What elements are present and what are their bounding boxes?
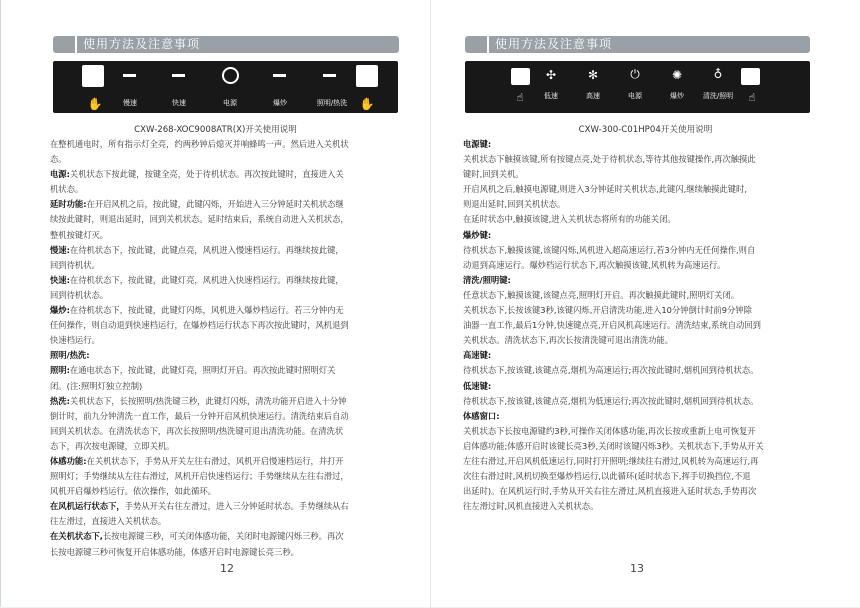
line-text: 任何操作，则自动退到快速档运行，在爆炒档运行状态下再次按此键时，风机退到: [50, 320, 349, 331]
text-line: [50, 529, 410, 544]
line-heading: 体感功能:: [50, 455, 87, 466]
line-text: 在关机状态下，手势从开关左往右滑过，风机开启慢速档运行，并打开: [86, 455, 344, 466]
text-line: [50, 484, 410, 499]
text-line: [463, 273, 828, 288]
line-text: 态下，再次按电源键，立即关机。: [50, 440, 175, 451]
line-heading: 热洗:: [50, 395, 70, 406]
hand-swipe-icon: ☝: [748, 91, 756, 104]
line-text: 左往右滑过,开启风机低速运行,同时打开照明;继续往右滑过,风机转为高速运行,再: [463, 455, 759, 466]
text-line: [50, 197, 410, 212]
right-touch-button: [356, 65, 378, 87]
text-line: [463, 197, 828, 212]
line-heading: 在风机运行状态下，: [50, 501, 125, 512]
line-heading: 爆炒键:: [463, 229, 492, 240]
line-heading: 延时功能:: [50, 199, 87, 210]
model-title: CXW-268-XOC9008ATR(X)开关使用说明: [134, 125, 297, 135]
text-line: [463, 363, 828, 378]
section-title-bar: [465, 36, 810, 53]
line-text: 关机状态下，长按照明/热洗键三秒，此键灯闪烁，清洗功能开启进入十分钟: [69, 395, 347, 406]
line-heading: 电源键:: [463, 139, 492, 149]
text-line: [50, 228, 410, 243]
line-text: 则退出延时,回到关机状态。: [463, 199, 566, 210]
text-line: [463, 409, 828, 424]
text-line: [463, 348, 828, 363]
label-boost: 爆炒: [273, 99, 287, 107]
line-text: 任意状态下,触摸该键,该键点亮,照明灯开启。再次触摸此键时,照明灯关闭。: [463, 289, 740, 300]
line-heading: 照明:: [50, 365, 70, 376]
line-text: 关机状态下长按电源键约3秒,可操作关闭体感功能,再次长按或重新上电可恢复开: [463, 425, 756, 436]
line-heading: 爆炒:: [50, 305, 70, 316]
line-text: 长按电源键三秒，可关闭体感功能，关闭时电源键闪烁三秒。再次: [102, 531, 344, 542]
line-text: 待机状态下,按该键,该键点亮,烟机为低速运行;再次按此键时,烟机回到待机状态。: [463, 395, 759, 406]
line-heading: 低速键:: [463, 380, 492, 391]
line-text: 续按此键时，则退出延时，回到关机状态。延时结束后，系统自动进入关机状态，: [50, 214, 349, 225]
text-line: [463, 469, 828, 484]
page-right: [431, 0, 860, 607]
line-text: 关机状态下触摸该键,所有按键点亮,处于待机状态,等待其他按键操作,再次触摸此: [463, 154, 756, 165]
hand-swipe-icon: ☝: [516, 91, 524, 104]
text-line: [50, 499, 410, 514]
line-heading: 清洗/照明键:: [463, 274, 511, 285]
text-line: [50, 258, 410, 273]
label-high-speed: 快速: [172, 99, 186, 107]
page-left: [0, 0, 430, 607]
text-line: [50, 394, 410, 409]
line-text: 态。: [50, 154, 67, 165]
power-icon: ⏻: [630, 67, 640, 81]
line-text: 机状态。: [50, 184, 84, 195]
high-speed-key: [172, 74, 185, 77]
right-touch-button: [741, 68, 760, 85]
text-line: [50, 348, 410, 363]
text-line: [50, 152, 410, 167]
line-text: 在开启风机之后，按此键，此键闪烁，开始进入三分钟延时关机状态继: [86, 199, 344, 210]
text-line: [50, 424, 410, 439]
line-text: 开启风机之后,触摸电源键,则进入3分钟延时关机状态,此键闪,继续触摸此键时,: [463, 184, 747, 195]
text-line: [463, 288, 828, 303]
text-line: [463, 454, 828, 469]
text-line: [463, 137, 828, 152]
instructions-text: [463, 137, 828, 514]
line-text: 在整机通电时，所有指示灯全亮，约两秒钟后熄灭并响蜂鸣一声。然后进入关机状: [50, 139, 349, 149]
text-line: [463, 394, 828, 409]
label-low-speed: 慢速: [123, 99, 137, 107]
line-text: 快速档运行。: [50, 335, 100, 346]
text-line: [50, 137, 410, 152]
text-line: [463, 303, 828, 318]
text-line: [463, 424, 828, 439]
section-title: 使用方法及注意事项: [487, 36, 612, 53]
line-heading: 在关机状态下,: [50, 531, 103, 542]
text-line: [50, 469, 410, 484]
left-touch-button: [511, 68, 530, 85]
text-line: [50, 243, 410, 258]
hand-icon: ✋: [359, 97, 375, 111]
line-text: 整机按键灯灭。: [50, 229, 109, 240]
light-clean-key: [323, 74, 336, 77]
line-text: 闭。(注:照明灯独立控制): [50, 380, 143, 391]
text-line: [463, 333, 828, 348]
text-line: [50, 514, 410, 529]
boost-key: [273, 74, 286, 77]
text-line: [50, 439, 410, 454]
line-text: 风机开启爆炒档运行。依次操作，如此循环。: [50, 486, 216, 497]
line-text: 在待机状态下，按此键，此键灯亮，风机进入快速档运行。再继续按此键，: [69, 274, 344, 285]
page-number: 13: [630, 562, 644, 575]
line-text: 键时,回到关机。: [463, 169, 524, 180]
line-heading: 慢速:: [50, 244, 70, 255]
text-line: [463, 182, 828, 197]
text-line: [463, 212, 828, 227]
line-text: 在通电状态下，按此键，此键灯亮，照明灯开启。再次按此键时照明灯关: [69, 365, 336, 376]
section-title: 使用方法及注意事项: [75, 36, 200, 53]
section-title-bar: [53, 36, 399, 53]
text-line: [463, 258, 828, 273]
text-line: [50, 303, 410, 318]
page-number: 12: [220, 562, 234, 575]
text-line: [50, 182, 410, 197]
label-high-speed: 高速: [586, 92, 600, 100]
control-panel-illustration: [465, 61, 810, 113]
line-text: 待机状态下,按该键,该键点亮,烟机为高速运行;再次按此键时,烟机回到待机状态。: [463, 365, 759, 376]
text-line: [50, 212, 410, 227]
text-line: [463, 484, 828, 499]
hand-icon: ✋: [87, 97, 103, 111]
model-title: CXW-300-C01HP04开关使用说明: [578, 125, 713, 135]
boost-fan-icon: ✺: [671, 68, 683, 82]
label-low-speed: 低速: [544, 92, 558, 100]
text-line: [463, 439, 828, 454]
line-heading: 电源:: [50, 169, 70, 180]
label-light-clean: 照明/热洗: [316, 99, 348, 107]
text-line: [50, 167, 410, 182]
line-text: 在延时状态中,触摸该键,进入关机状态将所有的功能关闭。: [463, 214, 676, 225]
left-touch-button: [82, 65, 104, 87]
fan-high-icon: ✻: [587, 68, 599, 82]
text-line: [463, 379, 828, 394]
text-line: [50, 545, 410, 560]
line-heading: 高速键:: [463, 350, 492, 361]
line-text: 关机状态下,长按该键3秒,该键闪烁,开启清洗功能,进入10分钟倒计时前9分钟除: [463, 305, 752, 316]
line-text: 回到待机状态。: [50, 289, 109, 300]
line-text: 启体感功能;体感开启时该键长亮3秒,关闭时该键闪烁3秒。关机状态下,手势从开关: [463, 440, 764, 451]
text-line: [50, 379, 410, 394]
label-power: 电源: [628, 92, 642, 100]
text-line: [463, 152, 828, 167]
text-line: [463, 167, 828, 182]
text-line: [50, 454, 410, 469]
line-text: 动退到高速运行。爆炒档运行状态下,再次触摸该键,风机转为高速运行。: [463, 259, 726, 270]
instructions-text: [50, 137, 410, 560]
label-power: 电源: [223, 99, 237, 107]
text-line: [463, 243, 828, 258]
line-text: 油器一直工作,最后1分钟,快速键点亮,开启风机高速运行。清洗结束,系统自动回到: [463, 320, 761, 331]
line-text: 回到待机状。: [50, 259, 100, 270]
fan-low-icon: ✣: [545, 68, 557, 82]
line-text: 倒计时，前九分钟清洗一直工作，最后一分钟开启风机快速运行。清洗结束后自动: [50, 410, 349, 421]
text-line: [463, 228, 828, 243]
line-text: 待机状态下,触摸该键,该键闪烁,风机进入超高速运行,若3分钟内无任何操作,则自: [463, 244, 756, 255]
line-text: 手势从开关右往左滑过，进入三分钟延时状态。手势继续从右: [124, 501, 349, 512]
line-text: 回到关机状态。在清洗状态下，再次长按照明/热洗键可退出清洗功能。在清洗状: [50, 425, 344, 436]
low-speed-key: [123, 74, 136, 77]
light-bulb-icon: ♁: [713, 67, 723, 81]
line-text: 照明灯；手势继续从左往右滑过，风机开启快速档运行；手势继续从左往右滑过，: [50, 471, 349, 482]
text-line: [50, 363, 410, 378]
text-line: [50, 288, 410, 303]
line-text: 往左滑过时,风机直接进入关机状态。: [463, 501, 599, 512]
line-heading: 照明/热洗:: [50, 350, 90, 361]
line-text: 在待机状态下，按此键，此键灯闪烁，风机进入爆炒档运行。若三分钟内无: [69, 305, 344, 316]
label-boost: 爆炒: [670, 92, 684, 100]
line-heading: 快速:: [50, 274, 70, 285]
text-line: [50, 273, 410, 288]
text-line: [50, 318, 410, 333]
line-text: 关机状态下按此键，按键全亮，处于待机状态。再次按此键时，直接进入关: [69, 169, 344, 180]
line-heading: 体感窗口:: [463, 410, 500, 421]
line-text: 往左滑过，直接进入关机状态。: [50, 516, 167, 527]
text-line: [50, 409, 410, 424]
line-text: 长按电源键三秒可恢复开启体感功能，体感开启时电源键长亮三秒。: [50, 546, 299, 557]
label-clean-light: 清洗/照明: [702, 92, 734, 100]
line-text: 出延时)。在风机运行时,手势从开关右往左滑过,风机直接进入延时状态,手势再次: [463, 486, 757, 497]
line-text: 关机状态。清洗状态下,再次长按清洗键可退出清洗功能。: [463, 335, 674, 346]
control-panel-illustration: [53, 61, 398, 113]
text-line: [463, 318, 828, 333]
line-text: 在待机状态下，按此键，此键点亮，风机进入慢速档运行。再继续按此键，: [69, 244, 344, 255]
line-text: 次往右滑过时,风机切换至爆炒档运行,以此循环(延时状态下,挥手切换挡位,不退: [463, 471, 751, 482]
text-line: [50, 333, 410, 348]
power-key: [222, 67, 239, 84]
text-line: [463, 499, 828, 514]
